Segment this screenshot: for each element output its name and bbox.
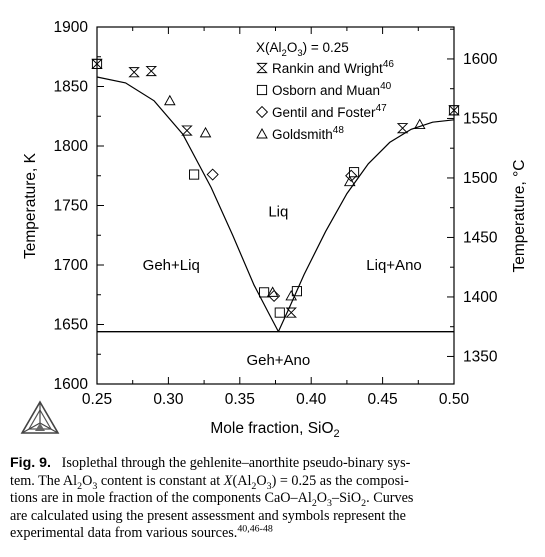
y-axis-label-left: Temperature, K: [22, 153, 39, 259]
liquidus-left-curve: [97, 77, 278, 332]
legend-header: $X(Al_2O_3) = 0.25$: [256, 40, 349, 59]
x-tick-label: 0.35: [224, 391, 255, 408]
y2-tick-label: 1500: [463, 169, 498, 187]
y2-tick-label: 1550: [463, 110, 498, 128]
liquidus-right-curve: [278, 120, 454, 332]
legend-marker-square: [257, 85, 266, 94]
x-tick-label: 0.50: [438, 391, 470, 408]
x-axis-label: Mole fraction, SiO: [210, 420, 334, 437]
y-tick-label: 1600: [53, 376, 88, 393]
figure-caption: Fig. 9. Isoplethal through the gehlenite–anorthite pseudo-binary sys- tem. The $Al_2O_3$ content is constant at $X(Al_2O_3) = 0.25$ as the composi- tions are in mole fraction of the components CaO–$Al_2O_3-SiO_2$. Curves are calculated using the present assessment and symbols represent the experimental data from various sources.$^{40,46-48}$: [10, 455, 414, 541]
x-tick-label: 0.30: [153, 391, 184, 408]
legend-items: [257, 59, 395, 142]
legend-marker-diamond: [257, 107, 268, 118]
phase-region-labels: [143, 203, 422, 369]
y2-tick-label: 1350: [463, 348, 498, 366]
publisher-logo: [22, 402, 58, 433]
y-tick-label: 1650: [53, 316, 88, 334]
marker-triangle: [201, 128, 211, 137]
y-tick-label: 1900: [53, 19, 88, 36]
caption-refs: 40,46-48: [237, 523, 273, 535]
marker-square: [349, 168, 358, 177]
marker-hourglass: [147, 66, 156, 75]
marker-hourglass: [398, 124, 407, 133]
region-label: Liq: [268, 203, 289, 221]
legend: [256, 40, 394, 142]
y2-tick-label: 1450: [463, 229, 498, 247]
svg-text:Mole fraction, SiO2: [210, 420, 339, 440]
caption-line-5: experimental data from various sources.: [10, 525, 238, 541]
x-axis-label-sub: 2: [333, 428, 340, 440]
caption-line-4: are calculated using the present assessment and symbols represent the: [10, 507, 406, 524]
y-tick-label: 1750: [53, 197, 88, 215]
marker-square: [259, 288, 268, 297]
caption-line-1: Isoplethal through the gehlenite–anorthite pseudo-binary sys-: [61, 455, 411, 471]
marker-square: [275, 308, 284, 317]
legend-label: Osborn and Muan$^{40}$: [272, 81, 392, 98]
y2-axis-ticks: [447, 29, 498, 365]
x-axis-title: [210, 420, 339, 440]
legend-label: Gentil and Foster$^{47}$: [272, 103, 387, 120]
marker-square: [190, 170, 199, 179]
x-tick-label: 0.25: [81, 391, 113, 408]
x-tick-label: 0.40: [296, 391, 327, 408]
x-tick-label: 0.45: [367, 391, 398, 408]
marker-triangle: [165, 96, 175, 105]
marker-hourglass: [287, 308, 296, 317]
y-axis-label-right: Temperature, °C: [511, 159, 528, 273]
region-label: Liq+Ano: [366, 257, 422, 274]
y2-tick-label: 1400: [463, 288, 498, 306]
marker-diamond: [207, 169, 218, 180]
marker-hourglass: [130, 68, 139, 77]
legend-label: Rankin and Wright$^{46}$: [272, 59, 394, 76]
caption-label: Fig. 9.: [10, 455, 51, 471]
y2-tick-label: 1600: [463, 50, 498, 68]
marker-hourglass: [182, 126, 191, 135]
legend-marker-triangle: [257, 129, 267, 138]
legend-marker-hourglass: [257, 63, 266, 72]
region-label: Geh+Ano: [246, 352, 311, 370]
y-tick-label: 1700: [53, 257, 88, 274]
region-label: Geh+Liq: [142, 257, 200, 274]
y-tick-label: 1850: [53, 78, 88, 96]
legend-label: Goldsmith$^{48}$: [272, 125, 344, 142]
y-tick-label: 1800: [53, 138, 88, 155]
